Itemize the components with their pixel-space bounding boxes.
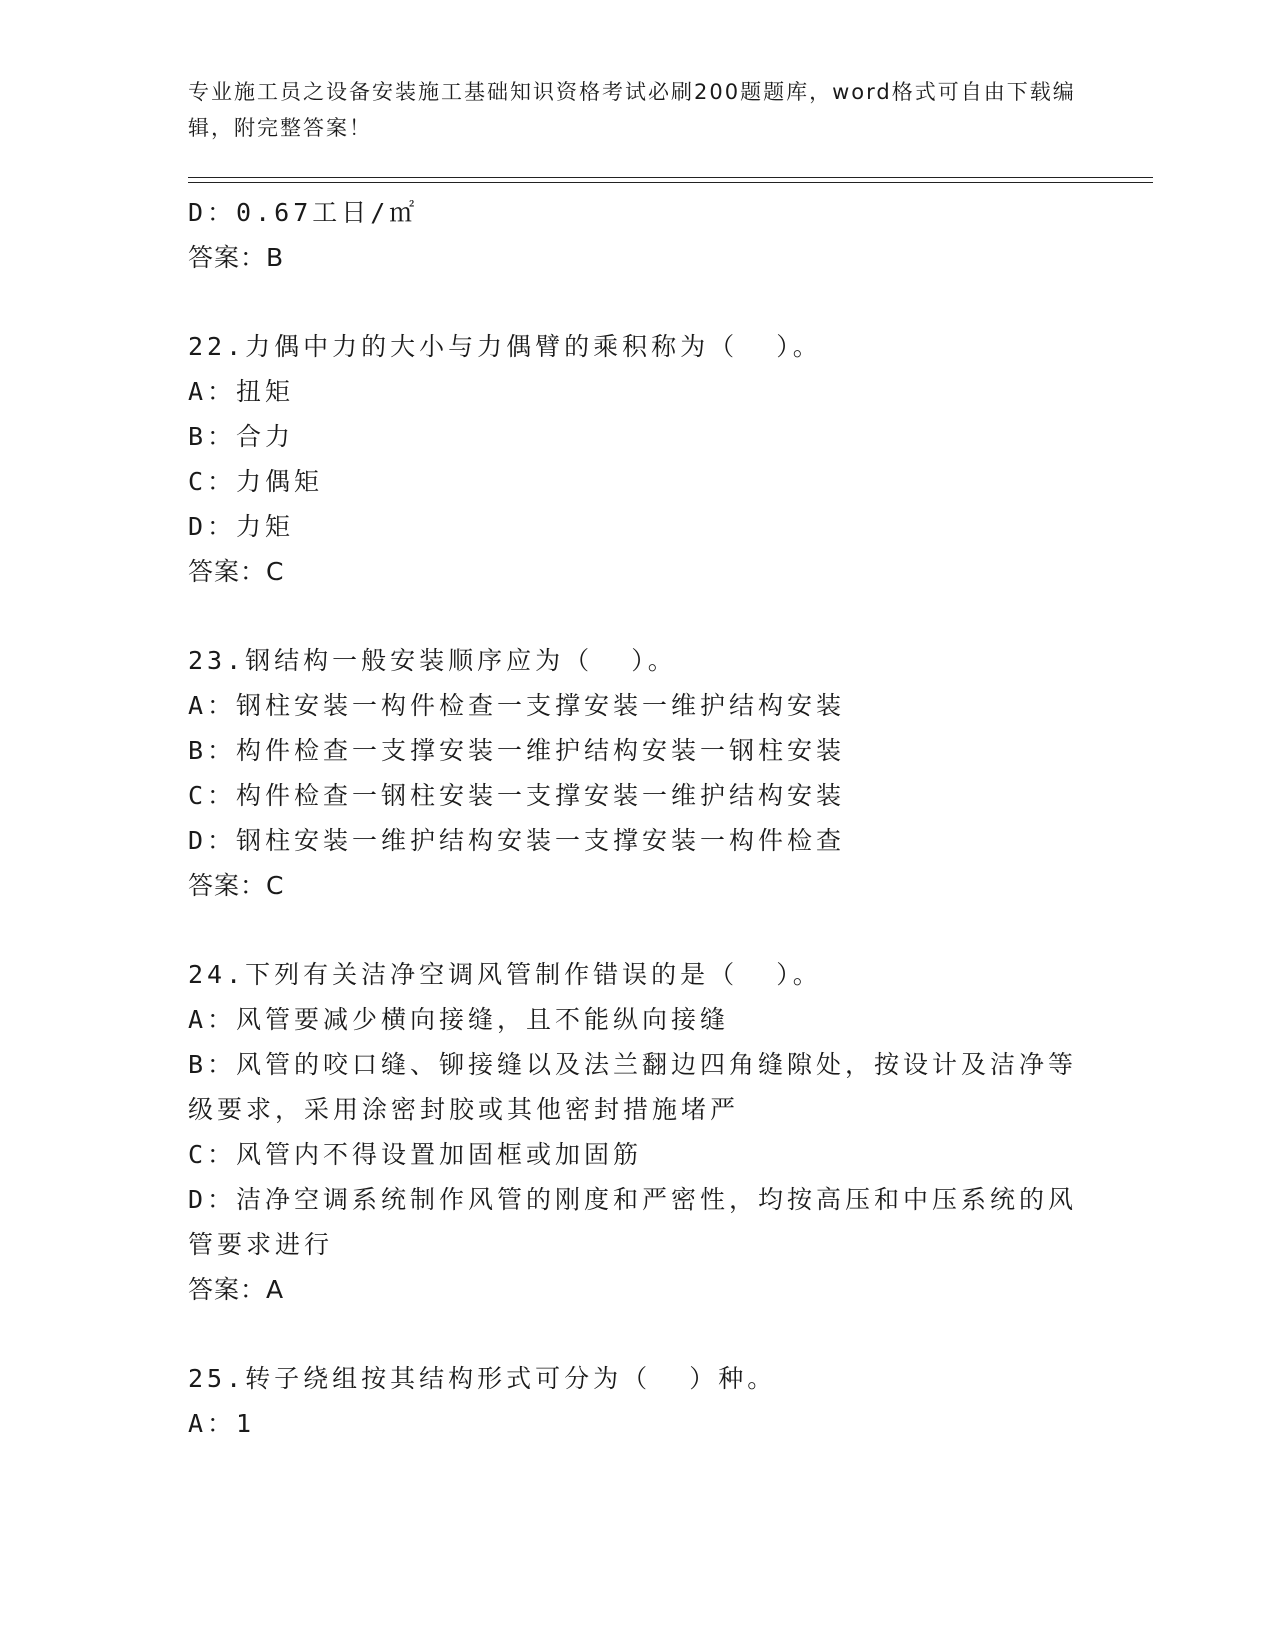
option-d: D：0.67工日/㎡ <box>188 198 419 227</box>
header-rule-bottom <box>188 182 1153 183</box>
option-a: A：钢柱安装一构件检查一支撑安装一维护结构安装 <box>188 691 846 720</box>
answer: 答案：B <box>188 243 285 272</box>
question-list <box>188 190 1088 1446</box>
page-header: 专业施工员之设备安装施工基础知识资格考试必刷200题题库，word格式可自由下载编辑，附完整答案！ <box>188 80 1076 140</box>
answer: 答案：C <box>188 557 285 586</box>
option-d: D：钢柱安装一维护结构安装一支撑安装一构件检查 <box>188 826 846 855</box>
option-a: A：风管要减少横向接缝，且不能纵向接缝 <box>188 1005 730 1034</box>
answer: 答案：C <box>188 871 285 900</box>
option-b: B：构件检查一支撑安装一维护结构安装一钢柱安装 <box>188 736 846 765</box>
option-a: A：1 <box>188 1409 256 1438</box>
option-d: D：力矩 <box>188 512 295 541</box>
option-a: A：扭矩 <box>188 377 295 406</box>
option-b: B：合力 <box>188 422 295 451</box>
option-b: B：风管的咬口缝、铆接缝以及法兰翻边四角缝隙处，按设计及洁净等级要求，采用涂密封胶或其他密封措施堵严 <box>188 1050 1078 1124</box>
header-rule-top <box>188 177 1153 178</box>
option-c: C：力偶矩 <box>188 467 324 496</box>
question-stem: 23.钢结构一般安装顺序应为（ ）。 <box>188 646 677 675</box>
option-c: C：风管内不得设置加固框或加固筋 <box>188 1140 643 1169</box>
option-d: D：洁净空调系统制作风管的刚度和严密性，均按高压和中压系统的风管要求进行 <box>188 1185 1078 1259</box>
question-stem: 24.下列有关洁净空调风管制作错误的是（ ）。 <box>188 960 822 989</box>
answer: 答案：A <box>188 1275 285 1304</box>
option-c: C：构件检查一钢柱安装一支撑安装一维护结构安装 <box>188 781 846 810</box>
question-stem: 25.转子绕组按其结构形式可分为（ ）种。 <box>188 1364 777 1393</box>
question-stem: 22.力偶中力的大小与力偶臂的乘积称为（ ）。 <box>188 332 822 361</box>
